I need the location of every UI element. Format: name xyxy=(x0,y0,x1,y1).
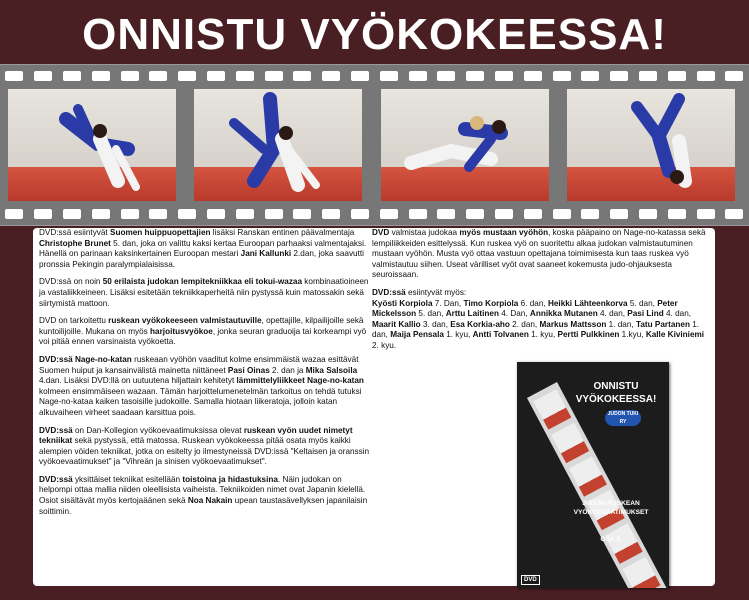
sprocket-hole xyxy=(351,71,369,81)
left-paragraph-5 xyxy=(39,426,374,468)
sprocket-hole xyxy=(34,209,52,219)
text-run: Maija Pensala xyxy=(390,330,444,340)
text-run: ruskeaan vyöhön vaaditut kolme ensimmäistä wazaa esittävät Suomen huiput ja kansainvälistä mainetta niittäneet xyxy=(39,354,359,375)
text-run: Timo Korpiola xyxy=(463,298,519,308)
sprocket-hole xyxy=(322,209,340,219)
text-run: 4. dan, xyxy=(663,309,692,319)
text-run: 7. Dan, xyxy=(432,298,464,308)
sprocket-hole xyxy=(495,209,513,219)
sprocket-hole xyxy=(178,71,196,81)
left-paragraph-3 xyxy=(39,316,374,348)
text-run: 4. Dan, xyxy=(498,309,530,319)
sprocket-hole xyxy=(236,71,254,81)
text-run: DVD:ssä xyxy=(39,474,73,484)
sprocket-hole xyxy=(466,209,484,219)
left-paragraph-4 xyxy=(39,355,374,419)
sprocket-hole xyxy=(437,209,455,219)
filmstrip xyxy=(0,64,749,226)
left-paragraph-2 xyxy=(39,277,374,309)
sprocket-hole xyxy=(697,71,715,81)
left-paragraph-1 xyxy=(39,228,374,270)
text-run: lisäksi Ranskan entinen päävalmentaja xyxy=(210,228,355,237)
sprocket-hole xyxy=(524,71,542,81)
text-run: 1. kyu, xyxy=(443,330,473,340)
text-run: on Dan-Kollegion vyökoevaatimuksissa olevat xyxy=(72,425,244,435)
sprocket-hole xyxy=(610,209,628,219)
text-run: Pasi Lind xyxy=(627,309,664,319)
sprocket-hole xyxy=(5,71,23,81)
judo-throw-illustration-3 xyxy=(381,89,549,201)
text-run: , opettajille, kilpailijoille sekä kuntoilijoille. Mukana on myös xyxy=(39,316,364,336)
sprocket-hole xyxy=(5,209,23,219)
text-run: , koska pääpaino on Nage-no-katassa sekä lempiliikkeiden esittelyssä. Kun ruskea vyö on suoritettu alkaa judokan valmistautuminen mustaan vyöhön. Musta vyö ottaa vastuun opettajana toimimisesta kun taas ruskea vyö valmistautuu siihen. Useat värilliset vyöt ovat saaneet kokemusta judo-ohjauksesta seuroissaan. xyxy=(372,228,706,280)
sprocket-hole xyxy=(178,209,196,219)
dvd-cover-subtitle: JUDON RUSKEAN VYÖKOEVAATIMUKSET xyxy=(573,500,649,516)
text-run: sekä pystyssä, että matossa. Ruskean vyökokeessa pitää osata myös kaikki alempien vöiden tekniikat, jotka on esitelty jo ilmestyneissä DVD:issä "Keltaisen ja oranssin vyökoevaatimukset" ja "Vihreän ja sinisen vyökoevaatimukset". xyxy=(39,436,370,467)
sprocket-hole xyxy=(524,209,542,219)
text-run: Maarit Kallio xyxy=(372,319,421,329)
right-paragraph-2 xyxy=(372,288,710,352)
text-run: DVD:ssä xyxy=(372,287,406,297)
sprocket-hole xyxy=(34,71,52,81)
text-run: 6. dan, xyxy=(518,298,548,308)
sprocket-hole xyxy=(409,209,427,219)
text-run: Christophe Brunet xyxy=(39,238,111,248)
sprocket-hole xyxy=(610,71,628,81)
text-run: Mika Salsoila xyxy=(305,365,358,375)
text-run: Pertti Pulkkinen xyxy=(557,330,620,340)
text-run: Noa Nakain xyxy=(187,496,233,506)
sprocket-hole xyxy=(380,209,398,219)
sprocket-hole xyxy=(495,71,513,81)
text-run: esiintyvät myös: xyxy=(405,287,467,297)
text-run: DVD:ssä esiintyvät xyxy=(39,228,110,237)
sprocket-hole xyxy=(409,71,427,81)
sprocket-hole xyxy=(697,209,715,219)
right-text-column xyxy=(372,228,710,359)
text-run: valmistaa judokaa xyxy=(389,228,460,237)
text-run: Kalle Kiviniemi xyxy=(645,330,705,340)
left-text-column xyxy=(39,228,374,524)
text-run: myös mustaan vyöhön xyxy=(459,228,549,237)
text-run: DVD xyxy=(372,228,390,237)
text-run: Suomen huippuopettajien xyxy=(109,228,211,237)
sprocket-hole xyxy=(553,71,571,81)
sprocket-hole xyxy=(725,209,743,219)
left-paragraph-6 xyxy=(39,475,374,517)
sprocket-hole xyxy=(92,209,110,219)
dvd-cover-logo: JUDON TUKI RY xyxy=(605,410,641,426)
sprocket-hole xyxy=(207,71,225,81)
text-run: Markus Mattsson xyxy=(539,319,607,329)
sprocket-hole xyxy=(725,71,743,81)
sprocket-hole xyxy=(322,71,340,81)
dvd-cover-volume: OSA 3. xyxy=(600,536,622,543)
judo-throw-illustration-2 xyxy=(194,89,362,201)
text-run: 2. dan, xyxy=(509,319,540,329)
text-run: 4. dan, xyxy=(597,309,628,319)
sprocket-hole xyxy=(581,71,599,81)
text-run: harjoitusvyökoe xyxy=(150,326,213,336)
sprocket-hole xyxy=(351,209,369,219)
sprocket-hole xyxy=(63,209,81,219)
text-run: 1. kyu, xyxy=(528,330,558,340)
sprocket-hole xyxy=(437,71,455,81)
text-run: Antti Tolvanen xyxy=(472,330,529,340)
page-title: ONNISTU VYÖKOKEESSA! xyxy=(82,10,667,59)
judo-photo-frame-2 xyxy=(194,89,362,201)
text-run: DVD:ssä xyxy=(39,425,73,435)
dvd-badge-icon: DVD xyxy=(521,575,540,585)
text-run: 5. dan, joka on valittu kaksi kertaa Euroopan parhaaksi valmentajaksi. Hänellä on parinaan kaksinkertainen Euroopan mestari xyxy=(39,238,367,259)
text-run: 1. dan, xyxy=(606,319,636,329)
filmstrip-holes-bottom xyxy=(0,207,749,221)
text-run: 5. dan, xyxy=(416,309,446,319)
text-run: Peter Mickelsson xyxy=(372,298,678,319)
sprocket-hole xyxy=(265,209,283,219)
text-run: Jani Kallunki xyxy=(240,249,292,259)
text-run: 50 erilaista judokan lempitekniikkaa eli tokui-wazaa xyxy=(102,277,303,287)
sprocket-hole xyxy=(92,71,110,81)
text-run: 2.dan, joka saavutti pronssia Pekingin paralympialaisissa. xyxy=(39,249,364,269)
sprocket-hole xyxy=(236,209,254,219)
text-run: ruskean vyökokeeseen valmistautuville xyxy=(108,316,262,326)
text-run: DVD:ssä on noin xyxy=(39,277,103,287)
text-run: kombinaatioineen ja vastaliikkeineen. Lisäksi esitetään tekniikkaperheitä niin pystyssä kuin matossakin sekä siirtymistä mattoon. xyxy=(39,277,369,308)
sprocket-hole xyxy=(581,209,599,219)
sprocket-hole xyxy=(207,209,225,219)
text-run: Annikka Mutanen xyxy=(529,309,598,319)
sprocket-hole xyxy=(121,71,139,81)
text-run: 5. dan, xyxy=(627,298,658,308)
text-run: 1.kyu, xyxy=(619,330,646,340)
sprocket-hole xyxy=(466,71,484,81)
text-run: Pasi Oinas xyxy=(227,365,270,375)
judo-photo-frame-4 xyxy=(567,89,735,201)
sprocket-hole xyxy=(63,71,81,81)
sprocket-hole xyxy=(149,209,167,219)
judo-throw-illustration-4 xyxy=(567,89,735,201)
text-run: Kyösti Korpiola xyxy=(372,298,433,308)
text-run: 3. dan, xyxy=(420,319,451,329)
right-paragraph-1 xyxy=(372,228,710,281)
sprocket-hole xyxy=(265,71,283,81)
sprocket-hole xyxy=(380,71,398,81)
text-run: . Näin judokan on helpompi ottaa mallia niiden oleellisista vaiheista. Tekniikoiden nimet ovat Japanin kielellä. Osiot sisältävät myös kertojaäänen sekä xyxy=(39,474,366,506)
judo-photo-frame-3 xyxy=(381,89,549,201)
dvd-cover-title: ONNISTU VYÖKOKEESSA! xyxy=(575,381,657,405)
text-run: Heikki Lähteenkorva xyxy=(547,298,628,308)
text-run: DVD on tarkoitettu xyxy=(39,316,109,326)
dvd-cover xyxy=(517,362,669,588)
sprocket-hole xyxy=(293,209,311,219)
text-run: 2. dan ja xyxy=(269,365,306,375)
text-run: , jonka seuran graduoija tai korkeampi vyö voi pitää ennen varsinaista vyökoetta. xyxy=(39,326,367,347)
text-run: DVD:ssä Nage-no-katan xyxy=(39,354,132,364)
sprocket-hole xyxy=(668,209,686,219)
text-run: Esa Korkia-aho xyxy=(450,319,510,329)
text-run: toistoina ja hidastuksina xyxy=(182,474,278,484)
sprocket-hole xyxy=(553,209,571,219)
sprocket-hole xyxy=(293,71,311,81)
sprocket-hole xyxy=(149,71,167,81)
judo-throw-illustration-1 xyxy=(8,89,176,201)
sprocket-hole xyxy=(121,209,139,219)
sprocket-hole xyxy=(639,209,657,219)
text-run: kolmeen ensimmäiseen wazaan. Tämän harjoittelumenetelmän tarkoitus on tehdä tutuksi Nage-no-kataa kaiken tasoisille judokoille. Samalla hiotaan liikeratoja, jolloin katan alkuvaiheen virheet saadaan karsittua pois. xyxy=(39,386,362,417)
filmstrip-holes-top xyxy=(0,69,749,83)
dvd-cover-filmstrip xyxy=(527,382,669,588)
text-run: 1. dan, xyxy=(372,319,700,340)
text-run: ruskean vyön uudet nimetyt tekniikat xyxy=(39,425,353,446)
text-run: upean taustasävellyksen japanilaisin soittimin. xyxy=(39,496,368,516)
text-run: yksittäiset tekniikat esitellään xyxy=(72,474,183,484)
text-run: lämmittelyliikkeet Nage-no-katan xyxy=(236,376,364,386)
sprocket-hole xyxy=(668,71,686,81)
text-run: 4.dan. Lisäksi DVD:llä on uutuutena hiljattain kehitetyt xyxy=(39,376,237,386)
text-run: 2. kyu. xyxy=(372,340,397,350)
judo-photo-frame-1 xyxy=(8,89,176,201)
sprocket-hole xyxy=(639,71,657,81)
text-run: Tatu Partanen xyxy=(635,319,690,329)
text-run: Arttu Laitinen xyxy=(445,309,499,319)
